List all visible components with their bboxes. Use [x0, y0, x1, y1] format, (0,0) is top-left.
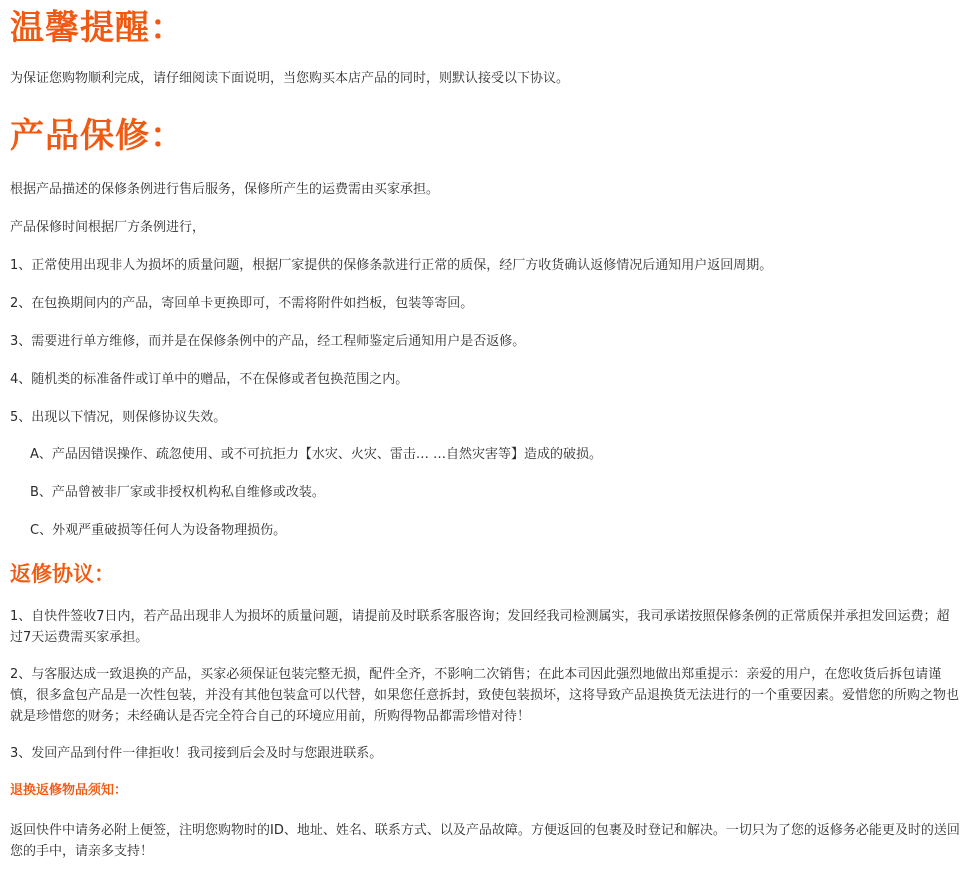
warranty-item-1: 1、正常使用出现非人为损坏的质量问题，根据厂家提供的保修条款进行正常的质保，经厂方收货确认返修情况后通知用户返回周期。 — [10, 258, 773, 273]
return-agreement-item-1: 1、自快件签收7日内，若产品出现非人为损坏的质量问题，请提前及时联系客服咨询；发回经我司检测属实，我司承诺按照保修条例的正常质保并承担发回运费；超过7天运费需买家承担。 — [10, 609, 950, 645]
warranty-intro: 根据产品描述的保修条例进行售后服务，保修所产生的运费需由买家承担。 — [10, 182, 440, 197]
warranty-sub-item-c: C、外观严重破损等任何人为设备物理损伤。 — [30, 523, 287, 538]
warranty-period: 产品保修时间根据厂方条例进行， — [10, 220, 206, 235]
warranty-item-4: 4、随机类的标准备件或订单中的赠品，不在保修或者包换范围之内。 — [10, 372, 409, 387]
return-notice-title: 退换返修物品须知： — [10, 783, 128, 798]
return-notice-text: 返回快件中请务必附上便签，注明您购物时的ID、地址、姓名、联系方式、以及产品故障。方便返回的包裹及时登记和解决。一切只为了您的返修务必能更及时的送回您的手中，请亲多支持！ — [10, 823, 960, 859]
warranty-title: 产品保修： — [10, 116, 185, 156]
return-agreement-item-2: 2、与客服达成一致退换的产品，买家必须保证包装完整无损，配件全齐，不影响二次销售；在此本司因此强烈地做出郑重提示：亲爱的用户，在您收货后拆包请谨慎，很多盒包产品是一次性包装，并没有其他包装盒可以代替，如果您任意拆封，致使包装损坏，这将导致产品退换货无法进行的一个重要因素。爱惜您的所购之物也就是珍惜您的财务；未经确认是否完全符合自己的环境应用前，所购得物品都需珍惜对待！ — [10, 667, 960, 724]
return-agreement-title: 返修协议： — [10, 562, 115, 586]
warranty-item-3: 3、需要进行单方维修，而并是在保修条例中的产品，经工程师鉴定后通知用户是否返修。 — [10, 334, 526, 349]
warranty-sub-item-a: A、产品因错误操作、疏忽使用、或不可抗拒力【水灾、火灾、雷击… …自然灾害等】造成的破损。 — [30, 447, 603, 462]
reminder-text: 为保证您购物顺利完成，请仔细阅读下面说明，当您购买本店产品的同时，则默认接受以下协议。 — [10, 71, 570, 86]
warranty-item-5: 5、出现以下情况，则保修协议失效。 — [10, 410, 227, 425]
warranty-item-2: 2、在包换期间内的产品，寄回单卡更换即可，不需将附件如挡板，包装等寄回。 — [10, 296, 474, 311]
return-agreement-item-3: 3、发回产品到付件一律拒收！我司接到后会及时与您跟进联系。 — [10, 746, 383, 761]
warranty-sub-item-b: B、产品曾被非厂家或非授权机构私自维修或改装。 — [30, 485, 325, 500]
reminder-title: 温馨提醒： — [10, 8, 185, 48]
